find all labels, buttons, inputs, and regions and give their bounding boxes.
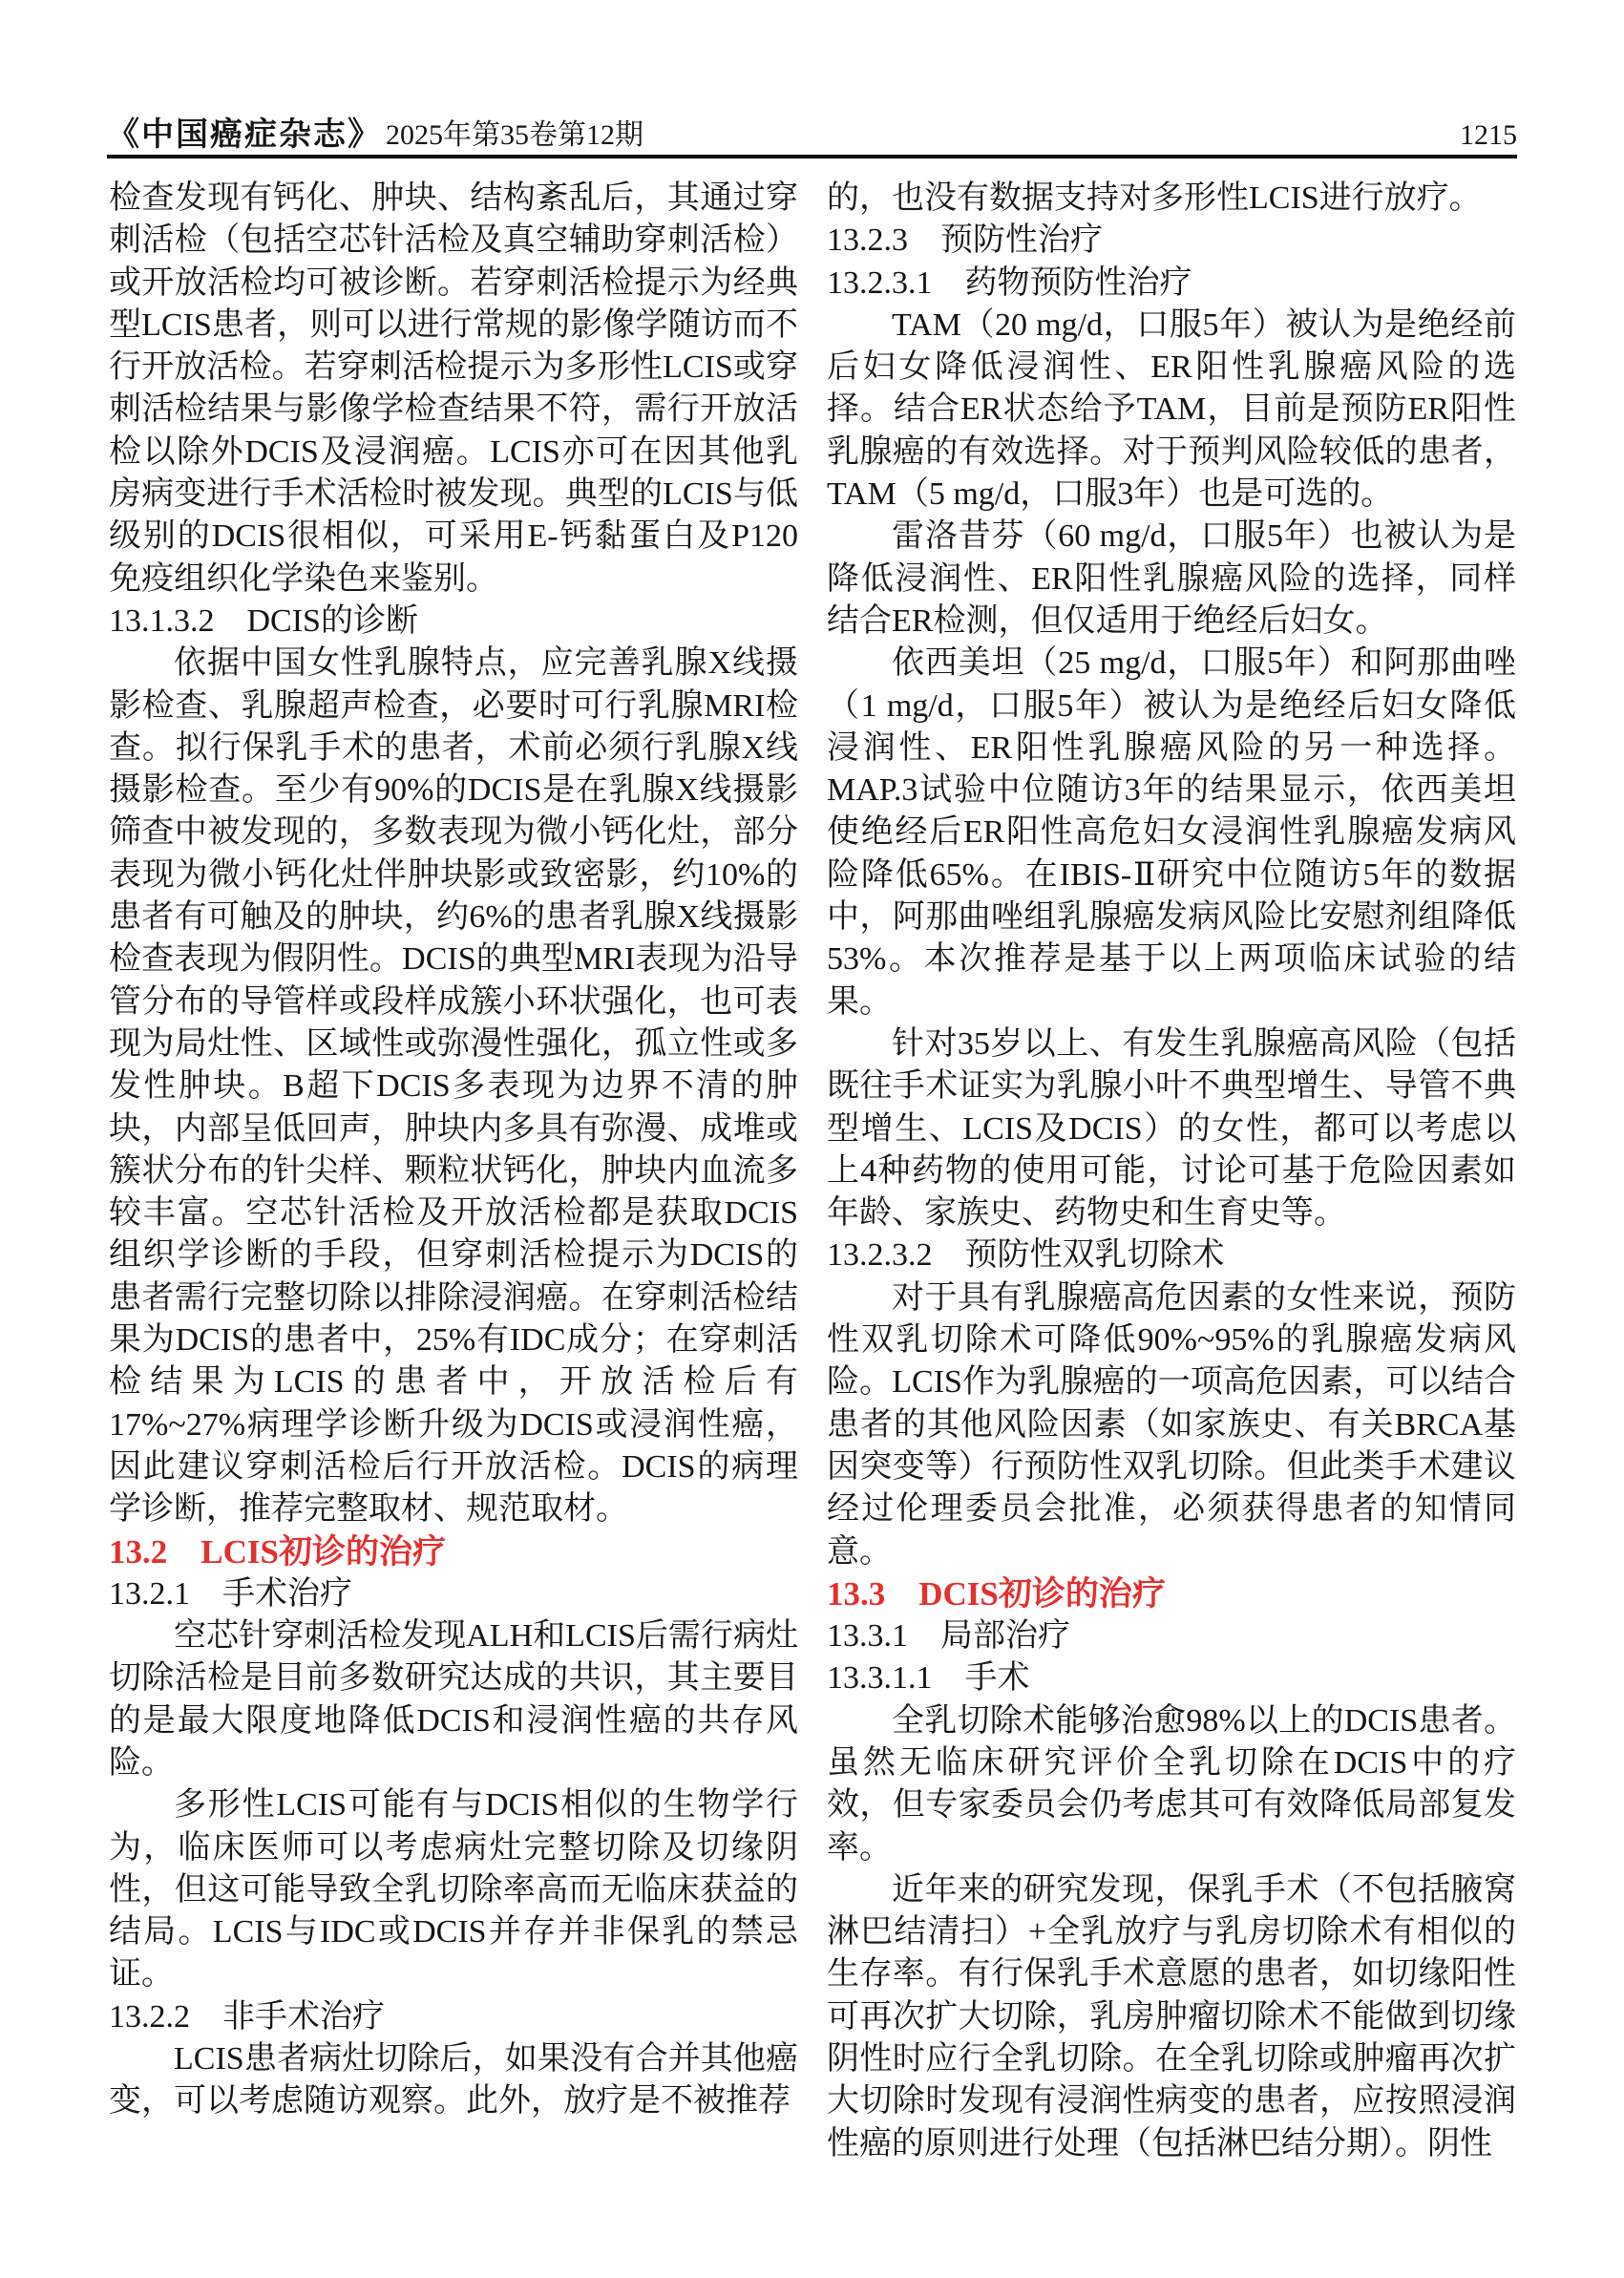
paragraph: TAM（20 mg/d，口服5年）被认为是绝经前后妇女降低浸润性、ER阳性乳腺癌风险的选择。结合ER状态给予TAM，目前是预防ER阳性乳腺癌的有效选择。对于预判风险较低的患者，TAM（5 mg/d，口服3年）也是可选的。	[827, 306, 1516, 513]
journal-info	[107, 118, 643, 153]
issue-info: 2025年第35卷第12期	[386, 119, 643, 151]
page-number: 1215	[1460, 119, 1517, 151]
section-heading: 13.2.1 手术治疗	[109, 1575, 352, 1612]
page-header	[107, 118, 1517, 153]
journal-title: 《中国癌症杂志》	[107, 117, 382, 153]
right-column	[827, 178, 1516, 2165]
section-heading: 13.2.3 预防性治疗	[827, 222, 1103, 259]
section-heading: 13.3.1 局部治疗	[827, 1618, 1070, 1655]
paragraph: 近年来的研究发现，保乳手术（不包括腋窝淋巴结清扫）+全乳放疗与乳房切除术有相似的生存率。有行保乳手术意愿的患者，如切缘阳性可再次扩大切除，乳房肿瘤切除术不能做到切缘阴性时应行全乳切除。在全乳切除或肿瘤再次扩大切除时发现有浸润性病变的患者，应按照浸润性癌的原则进行处理（包括淋巴结分期）。阴性	[827, 1871, 1516, 2162]
paragraph: 多形性LCIS可能有与DCIS相似的生物学行为，临床医师可以考虑病灶完整切除及切缘阴性，但这可能导致全乳切除率高而无临床获益的结局。LCIS与IDC或DCIS并存并非保乳的禁忌证。	[109, 1787, 798, 1993]
section-heading: 13.3.1.1 手术	[827, 1660, 1030, 1697]
section-heading: 13.1.3.2 DCIS的诊断	[109, 602, 418, 639]
paragraph: 对于具有乳腺癌高危因素的女性来说，预防性双乳切除术可降低90%~95%的乳腺癌发病风险。LCIS作为乳腺癌的一项高危因素，可以结合患者的其他风险因素（如家族史、有关BRCA基因突变等）行预防性双乳切除。但此类手术建议经过伦理委员会批准，必须获得患者的知情同意。	[827, 1279, 1516, 1570]
article-body	[109, 178, 1517, 2165]
paragraph: 依据中国女性乳腺特点，应完善乳腺X线摄影检查、乳腺超声检查，必要时可行乳腺MRI检查。拟行保乳手术的患者，术前必须行乳腺X线摄影检查。至少有90%的DCIS是在乳腺X线摄影筛查中被发现的，多数表现为微小钙化灶，部分表现为微小钙化灶伴肿块影或致密影，约10%的患者有可触及的肿块，约6%的患者乳腺X线摄影检查表现为假阴性。DCIS的典型MRI表现为沿导管分布的导管样或段样成簇小环状强化，也可表现为局灶性、区域性或弥漫性强化，孤立性或多发性肿块。B超下DCIS多表现为边界不清的肿块，内部呈低回声，肿块内多具有弥漫、成堆或簇状分布的针尖样、颗粒状钙化，肿块内血流多较丰富。空芯针活检及开放活检都是获取DCIS组织学诊断的手段，但穿刺活检提示为DCIS的患者需行完整切除以排除浸润癌。在穿刺活检结果为DCIS的患者中，25%有IDC成分；在穿刺活检结果为LCIS的患者中，开放活检后有17%~27%病理学诊断升级为DCIS或浸润性癌，因此建议穿刺活检后行开放活检。DCIS的病理学诊断，推荐完整取材、规范取材。	[109, 645, 798, 1528]
paragraph: 针对35岁以上、有发生乳腺癌高风险（包括既往手术证实为乳腺小叶不典型增生、导管不典型增生、LCIS及DCIS）的女性，都可以考虑以上4种药物的使用可能，讨论可基于危险因素如年龄、家族史、药物史和生育史等。	[827, 1025, 1516, 1232]
section-heading: 13.2.3.2 预防性双乳切除术	[827, 1237, 1225, 1274]
header-rule	[107, 155, 1517, 158]
paragraph: 雷洛昔芬（60 mg/d，口服5年）也被认为是降低浸润性、ER阳性乳腺癌风险的选择，同样结合ER检测，但仅适用于绝经后妇女。	[827, 518, 1516, 639]
paragraph: 的，也没有数据支持对多形性LCIS进行放疗。	[827, 180, 1482, 216]
section-heading: 13.2.3.1 药物预防性治疗	[827, 264, 1192, 301]
section-heading: 13.2.2 非手术治疗	[109, 1998, 385, 2035]
paragraph: 全乳切除术能够治愈98%以上的DCIS患者。虽然无临床研究评价全乳切除在DCIS中的疗效，但专家委员会仍考虑其可有效降低局部复发率。	[827, 1702, 1516, 1866]
paragraph: 依西美坦（25 mg/d，口服5年）和阿那曲唑（1 mg/d，口服5年）被认为是绝经后妇女降低浸润性、ER阳性乳腺癌风险的另一种选择。MAP.3试验中位随访3年的结果显示，依西美坦使绝经后ER阳性高危妇女浸润性乳腺癌发病风险降低65%。在IBIS-Ⅱ研究中位随访5年的数据中，阿那曲唑组乳腺癌发病风险比安慰剂组降低53%。本次推荐是基于以上两项临床试验的结果。	[827, 645, 1516, 1020]
paragraph: LCIS患者病灶切除后，如果没有合并其他癌变，可以考虑随访观察。此外，放疗是不被推荐	[109, 2041, 798, 2120]
red-section-heading: 13.2 LCIS初诊的治疗	[109, 1532, 446, 1571]
left-column	[109, 178, 798, 2165]
paragraph: 空芯针穿刺活检发现ALH和LCIS后需行病灶切除活检是目前多数研究达成的共识，其主要目的是最大限度地降低DCIS和浸润性癌的共存风险。	[109, 1618, 798, 1781]
red-section-heading: 13.3 DCIS初诊的治疗	[827, 1574, 1166, 1613]
paragraph: 检查发现有钙化、肿块、结构紊乱后，其通过穿刺活检（包括空芯针活检及真空辅助穿刺活检）或开放活检均可被诊断。若穿刺活检提示为经典型LCIS患者，则可以进行常规的影像学随访而不行开放活检。若穿刺活检提示为多形性LCIS或穿刺活检结果与影像学检查结果不符，需行开放活检以除外DCIS及浸润癌。LCIS亦可在因其他乳房病变进行手术活检时被发现。典型的LCIS与低级别的DCIS很相似，可采用E-钙黏蛋白及P120免疫组织化学染色来鉴别。	[109, 180, 798, 597]
